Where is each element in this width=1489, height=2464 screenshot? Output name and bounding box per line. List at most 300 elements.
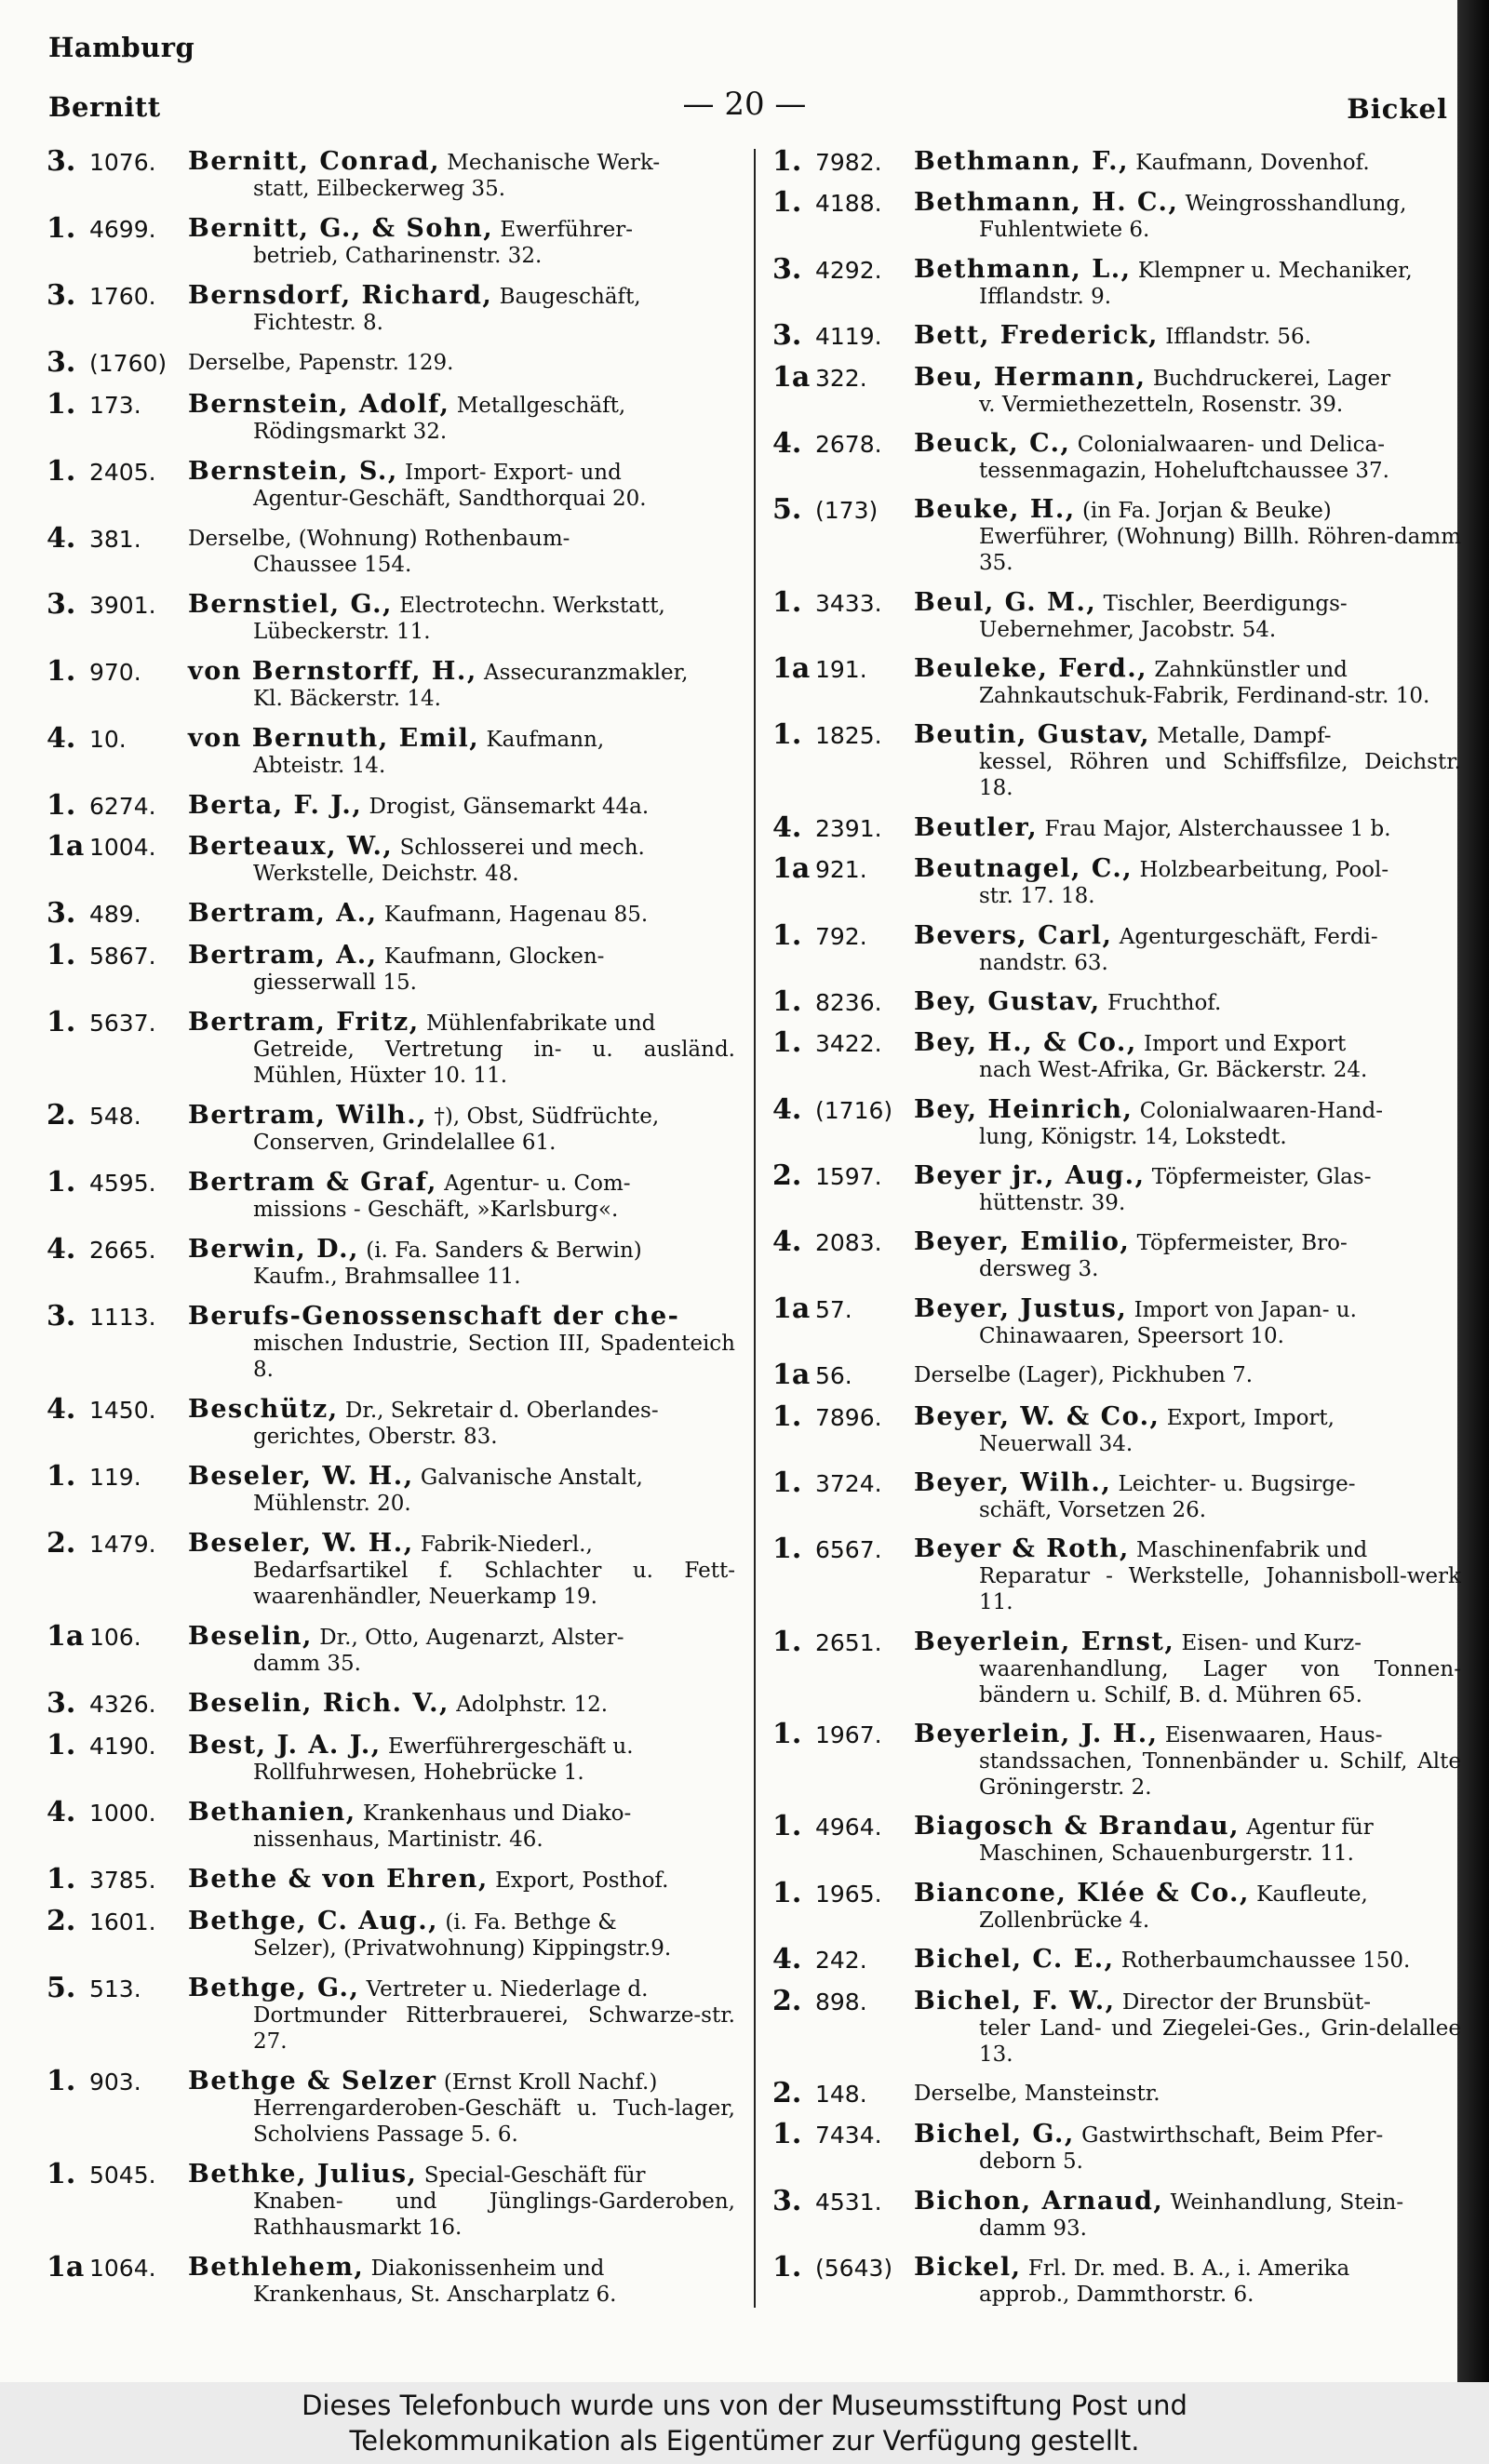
entry-description: Colonialwaaren-Hand- [1139,1098,1384,1123]
exchange-prefix: 1. [772,1466,802,1499]
phone-number [772,319,914,353]
phone-number [47,278,188,312]
entry-description: Adolphstr. 12. [456,1692,609,1717]
entry-description: Maschinenfabrik und [1136,1538,1368,1563]
entry-description: Import von Japan- u. [1134,1297,1357,1322]
line-number: 2678. [815,430,882,458]
subscriber-name: Bertram, Wilh., [188,1101,428,1131]
directory-entry [47,1166,735,1223]
directory-entry [772,186,1461,243]
entry-description: Weinhandlung, Stein- [1170,2189,1404,2215]
directory-column-right [772,149,1461,2308]
line-number: 1825. [815,722,882,750]
subscriber-name: Bernitt, Conrad, [188,149,440,176]
phone-number [47,1619,188,1653]
subscriber-name: Bertram & Graf, [188,1168,437,1198]
directory-entry [47,1904,735,1962]
entry-continuation: standssachen, Tonnenbänder u. Schilf, Alte Gröningerstr. 2. [979,1749,1461,1800]
entry-continuation: hüttenstr. 39. [979,1191,1126,1215]
subscriber-name: Beuck, C., [914,428,1071,458]
entry-continuation: deborn 5. [979,2149,1083,2175]
phone-number [772,1984,914,2017]
exchange-prefix: 2. [47,1527,76,1560]
exchange-prefix: 1. [47,1006,76,1039]
subscriber-name: Beutin, Gustav, [914,720,1151,750]
line-number: 2083. [815,1229,882,1257]
exchange-prefix: 1a [47,1619,85,1653]
entry-description: Assecuranzmakler, [484,660,689,685]
line-number: 1760. [89,282,156,310]
exchange-prefix: 1. [772,585,802,619]
directory-entry [772,2251,1461,2308]
phone-number [47,897,188,931]
phone-number [772,2184,914,2217]
phone-number [47,939,188,972]
entry-description: Töpfermeister, Bro- [1136,1231,1348,1256]
directory-entry [47,149,735,202]
entry-continuation: Reparatur - Werkstelle, Johannisboll-werk 11. [979,1564,1461,1615]
phone-number [772,585,914,619]
directory-entry [47,1300,735,1383]
phone-number [47,1099,188,1132]
directory-entry [772,918,1461,976]
exchange-prefix: 1a [772,360,811,394]
phone-number [47,1728,188,1761]
subscriber-name: Bethmann, F., [914,149,1129,176]
subscriber-name: Bethke, Julius, [188,2159,418,2189]
entry-description: †), Obst, Südfrüchte, [434,1105,660,1130]
entry-description: (i. Fa. Bethge & [445,1909,617,1935]
line-number: 8236. [815,988,882,1016]
entry-description: Ewerführergeschäft u. [388,1734,634,1759]
exchange-prefix: 4. [47,1393,76,1426]
subscriber-name: von Bernstorff, H., [188,656,477,686]
phone-number [772,652,914,685]
exchange-prefix: 1. [47,939,76,972]
directory-entry [772,1399,1461,1457]
line-number: 1004. [89,834,156,862]
entry-continuation: nandstr. 63. [979,950,1108,975]
footer-line-2: Telekommunikation als Eigentümer zur Verfügung gestellt. [349,2425,1140,2457]
subscriber-name: Beyer, Emilio, [914,1227,1131,1257]
line-number: 4119. [815,323,882,351]
phone-number [772,1292,914,1325]
exchange-prefix: 3. [772,252,802,286]
entry-continuation: Maschinen, Schauenburgerstr. 11. [979,1841,1354,1867]
directory-entry [772,1466,1461,1523]
line-number: 4292. [815,256,882,284]
directory-entry [47,721,735,779]
line-number: 1967. [815,1721,882,1748]
phone-number [47,721,188,755]
exchange-prefix: 1. [772,1399,802,1433]
directory-entry [47,1686,735,1720]
line-number: 1965. [815,1880,882,1908]
exchange-prefix: 1. [772,718,802,752]
directory-entry [47,2064,735,2148]
line-number: 148. [815,2080,867,2108]
entry-continuation: mischen Industrie, Section III, Spadenteich 8. [253,1332,735,1383]
exchange-prefix: 1. [772,2251,802,2283]
line-number: (1716) [815,1096,893,1124]
exchange-prefix: 1. [772,1026,802,1060]
subscriber-name: Beyer jr., Aug., [914,1161,1146,1190]
line-number: 2665. [89,1237,156,1265]
subscriber-name: Biancone, Klée & Co., [914,1878,1250,1908]
exchange-prefix: 1. [772,1625,802,1658]
entry-description: Fabrik-Niederl., [420,1533,593,1558]
phone-number [772,984,914,1018]
subscriber-name: Bertram, A., [188,899,378,929]
exchange-prefix: 2. [47,1904,76,1937]
exchange-prefix: 4. [47,521,76,555]
subscriber-name: Bichel, F. W., [914,1986,1116,2015]
entry-continuation: Chaussee 154. [253,552,412,577]
entry-continuation: Abteistr. 14. [253,753,386,778]
phone-number [772,718,914,752]
entry-description: Holzbearbeitung, Pool- [1139,858,1389,883]
line-number: 1000. [89,1799,156,1827]
phone-number [772,426,914,460]
entry-continuation: nissenhaus, Martinistr. 46. [253,1827,543,1852]
directory-entry [772,2076,1461,2109]
phone-number [772,852,914,886]
phone-number [772,1026,914,1060]
entry-continuation: Zahnkautschuk-Fabrik, Ferdinand-str. 10. [979,684,1430,708]
directory-entry [772,319,1461,353]
entry-description: Export, Import, [1166,1405,1335,1430]
entry-continuation: Fuhlentwiete 6. [979,218,1150,243]
line-number: 322. [815,364,867,392]
exchange-prefix: 2. [47,1099,76,1132]
subscriber-name: Bichon, Arnaud, [914,2186,1164,2216]
footer-line-1: Dieses Telefonbuch wurde uns von der Museumsstiftung Post und [302,2390,1187,2421]
directory-entry [772,493,1461,576]
line-number: 119. [89,1464,141,1492]
directory-entry [772,252,1461,310]
directory-entry [772,1943,1461,1976]
directory-entry [772,810,1461,844]
entry-continuation: kessel, Röhren und Schiffsfilze, Deichstr. 18. [979,750,1461,801]
entry-description: Kaufmann, Hagenau 85. [383,903,649,928]
city-heading: Hamburg [48,32,195,63]
line-number: 4188. [815,190,882,218]
directory-entry [47,830,735,887]
running-head-right: Bickel [1347,93,1448,125]
exchange-prefix: 4. [47,1233,76,1266]
subscriber-name: Bey, Gustav, [914,986,1101,1016]
entry-description: Eisenwaaren, Haus- [1164,1723,1383,1748]
entry-continuation: v. Vermiethezetteln, Rosenstr. 39. [979,392,1344,417]
phone-number [772,1718,914,1750]
exchange-prefix: 1. [47,2157,76,2190]
exchange-prefix: 1. [47,454,76,488]
exchange-prefix: 1. [47,387,76,421]
line-number: 2651. [815,1628,882,1656]
exchange-prefix: 4. [47,721,76,755]
directory-entry [47,1728,735,1786]
directory-entry [47,1233,735,1290]
exchange-prefix: 1. [772,1810,802,1843]
exchange-prefix: 1. [772,1533,802,1566]
entry-description: Director der Brunsbüt- [1121,1989,1372,2015]
line-number: 57. [815,1295,852,1323]
entry-description: Ifflandstr. 56. [1165,325,1311,350]
entry-continuation: schäft, Vorsetzen 26. [979,1497,1207,1522]
subscriber-name: Bernsdorf, Richard, [188,280,493,310]
subscriber-name: Beyer, Wilh., [914,1467,1112,1497]
phone-number [772,493,914,527]
line-number: 489. [89,901,141,929]
subscriber-name: Beselin, [188,1621,313,1651]
entry-continuation: Bedarfsartikel f. Schlachter u. Fett-waarenhändler, Neuerkamp 19. [253,1559,735,1610]
entry-description: Rotherbaumchaussee 150. [1120,1948,1411,1974]
exchange-prefix: 3. [47,587,76,621]
exchange-prefix: 3. [47,1300,76,1333]
entry-description: Töpfermeister, Glas- [1151,1165,1372,1189]
line-number: 2391. [815,814,882,842]
line-number: 56. [815,1362,852,1390]
phone-number [772,2118,914,2151]
entry-description: Metalle, Dampf- [1157,724,1332,749]
entry-continuation: Werkstelle, Deichstr. 48. [253,862,519,887]
subscriber-name: Beuke, H., [914,495,1076,525]
subscriber-name: Beyerlein, Ernst, [914,1627,1175,1656]
directory-entry [772,1718,1461,1801]
entry-description: Derselbe, (Wohnung) Rothenbaum- [188,526,570,551]
directory-entry [47,1795,735,1853]
entry-description: Gastwirthschaft, Beim Pfer- [1081,2123,1384,2149]
entry-description: Mühlenfabrikate und [425,1011,656,1037]
entry-continuation: Ewerführer, (Wohnung) Billh. Röhren-damm 35. [979,525,1461,576]
subscriber-name: Beyer, Justus, [914,1293,1128,1323]
entry-continuation: Kaufm., Brahmsallee 11. [253,1265,521,1290]
subscriber-name: Bethmann, L., [914,254,1132,284]
phone-number [47,1686,188,1720]
exchange-prefix: 4. [47,1795,76,1828]
entry-description: Leichter- u. Bugsirge- [1118,1471,1356,1496]
exchange-prefix: 5. [47,1971,76,2004]
exchange-prefix: 1a [772,1292,811,1325]
directory-entry [772,1876,1461,1934]
entry-continuation: missions - Geschäft, »Karlsburg«. [253,1198,619,1223]
phone-number [47,1904,188,1937]
subscriber-name: Beuleke, Ferd., [914,654,1148,683]
line-number: 1064. [89,2254,156,2282]
entry-description: Galvanische Anstalt, [420,1466,643,1491]
entry-continuation: Conserven, Grindelallee 61. [253,1131,557,1156]
phone-number [47,1233,188,1266]
subscriber-name: Biagosch & Brandau, [914,1812,1240,1841]
directory-entry [47,1006,735,1089]
subscriber-name: Beselin, Rich. V., [188,1688,449,1718]
exchange-prefix: 2. [772,1984,802,2017]
entry-description: Eisen- und Kurz- [1181,1630,1362,1655]
exchange-prefix: 5. [772,493,802,527]
directory-entry [772,1533,1461,1615]
phone-number [47,2157,188,2190]
line-number: 792. [815,922,867,950]
line-number: 3785. [89,1866,156,1894]
directory-entry [772,852,1461,909]
line-number: 6567. [815,1536,882,1564]
line-number: 6274. [89,792,156,820]
subscriber-name: Bett, Frederick, [914,321,1159,351]
directory-entry [47,654,735,712]
entry-description: Kaufmann, Glocken- [383,944,605,970]
phone-number [47,454,188,488]
phone-number [47,1527,188,1560]
line-number: 3422. [815,1030,882,1058]
phone-number [772,1466,914,1499]
subscriber-name: Best, J. A. J., [188,1730,382,1760]
exchange-prefix: 1. [47,1862,76,1895]
line-number: 7982. [815,149,882,176]
entry-description: Metallgeschäft, [456,393,626,418]
subscriber-name: Berta, F. J., [188,790,363,820]
directory-entry [772,718,1461,801]
entry-description: Mechanische Werk- [447,151,661,175]
subscriber-name: Bertram, Fritz, [188,1008,420,1038]
directory-entry [772,1810,1461,1867]
phone-number [772,1876,914,1909]
subscriber-name: Bey, H., & Co., [914,1028,1137,1058]
entry-continuation: Rödingsmarkt 32. [253,419,448,444]
directory-entry [772,1359,1461,1392]
phone-number [47,587,188,621]
entry-description: Zahnkünstler und [1154,658,1348,682]
entry-description: Drogist, Gänsemarkt 44a. [369,794,650,819]
entry-continuation: Getreide, Vertretung in- u. ausländ. Mühlen, Hüxter 10. 11. [253,1038,735,1089]
subscriber-name: Beyer & Roth, [914,1534,1130,1564]
exchange-prefix: 3. [47,278,76,312]
page-edge-shadow [1457,0,1489,2382]
directory-entry [47,1971,735,2055]
entry-description: Tischler, Beerdigungs- [1103,591,1348,616]
subscriber-name: Bernstiel, G., [188,589,393,619]
directory-entry [772,2184,1461,2242]
line-number: (5643) [815,2255,893,2282]
entry-description: Buchdruckerei, Lager [1152,366,1391,391]
entry-description: Frau Major, Alsterchaussee 1 b. [1044,816,1391,841]
line-number: 970. [89,658,141,686]
line-number: 4531. [815,2188,882,2216]
subscriber-name: Bichel, G., [914,2120,1075,2149]
subscriber-name: Berteaux, W., [188,832,394,862]
phone-number [772,2251,914,2283]
directory-entry [772,2118,1461,2175]
subscriber-name: Bichel, C. E., [914,1945,1115,1975]
line-number: 5045. [89,2161,156,2189]
directory-entry [47,939,735,996]
phone-number [772,252,914,286]
entry-description: Agenturgeschäft, Ferdi- [1119,924,1378,949]
phone-number [772,918,914,952]
exchange-prefix: 1a [772,852,811,886]
exchange-prefix: 3. [47,1686,76,1720]
line-number: 548. [89,1103,141,1131]
phone-number [47,211,188,245]
exchange-prefix: 1. [772,186,802,220]
subscriber-name: Bethge, G., [188,1973,360,2002]
entry-continuation: Chinawaaren, Speersort 10. [979,1323,1284,1348]
phone-number [47,149,188,177]
entry-description: Schlosserei und mech. [399,836,645,861]
subscriber-name: Beutler, [914,812,1039,842]
page-number: — 20 — [682,86,807,123]
exchange-prefix: 1. [772,149,802,178]
subscriber-name: Bevers, Carl, [914,920,1113,950]
exchange-prefix: 1. [47,2064,76,2097]
subscriber-name: Beu, Hermann, [914,362,1147,392]
entry-description: Kaufleute, [1256,1881,1368,1907]
subscriber-name: von Bernuth, Emil, [188,723,480,753]
directory-entry [47,1099,735,1156]
phone-number [47,1795,188,1828]
entry-description: Kaufmann, Dovenhof. [1135,151,1370,175]
phone-number [47,788,188,822]
directory-entry [772,1625,1461,1708]
phone-number [772,186,914,220]
phone-number [772,810,914,844]
exchange-prefix: 4. [772,426,802,460]
exchange-prefix: 1. [772,918,802,952]
phone-number [772,2076,914,2109]
directory-entry [47,387,735,445]
directory-entry [772,984,1461,1018]
exchange-prefix: 3. [772,2184,802,2217]
exchange-prefix: 1. [772,1876,802,1909]
subscriber-name: Beul, G. M., [914,587,1097,617]
entry-description: Krankenhaus und Diako- [363,1801,632,1826]
line-number: (1760) [89,349,168,377]
line-number: 4595. [89,1170,156,1198]
exchange-prefix: 1a [772,1359,811,1392]
phone-number [47,1300,188,1333]
subscriber-name: Bernitt, G., & Sohn, [188,213,494,243]
exchange-prefix: 1a [47,830,85,864]
entry-continuation: Uebernehmer, Jacobstr. 54. [979,617,1277,642]
exchange-prefix: 1. [772,1718,802,1750]
entry-description: Diakonissenheim und [370,2256,605,2281]
phone-number [772,1359,914,1392]
exchange-prefix: 3. [47,897,76,931]
entry-description: Electrotechn. Werkstatt, [399,593,665,618]
directory-entry [47,897,735,931]
phone-number [47,1166,188,1199]
exchange-prefix: 4. [772,1092,802,1126]
line-number: 1450. [89,1397,156,1425]
entry-continuation: betrieb, Catharinenstr. 32. [253,243,543,268]
directory-column-left [47,149,735,2308]
phone-number [47,1460,188,1493]
directory-entry [47,788,735,822]
entry-description: (in Fa. Jorjan & Beuke) [1081,499,1332,524]
line-number: 4326. [89,1690,156,1718]
entry-description: Dr., Sekretair d. Oberlandes- [344,1399,659,1424]
directory-entry [772,1225,1461,1282]
entry-description: Derselbe (Lager), Pickhuben 7. [914,1363,1254,1388]
line-number: 3724. [815,1469,882,1497]
directory-entry [47,454,735,512]
entry-continuation: giesserwall 15. [253,971,417,996]
footer-note [0,2382,1489,2464]
subscriber-name: Beseler, W. H., [188,1462,414,1492]
directory-entry [772,426,1461,484]
line-number: 10. [89,725,127,753]
phone-number [772,1399,914,1433]
entry-continuation: Rollfuhrwesen, Hohebrücke 1. [253,1760,584,1785]
